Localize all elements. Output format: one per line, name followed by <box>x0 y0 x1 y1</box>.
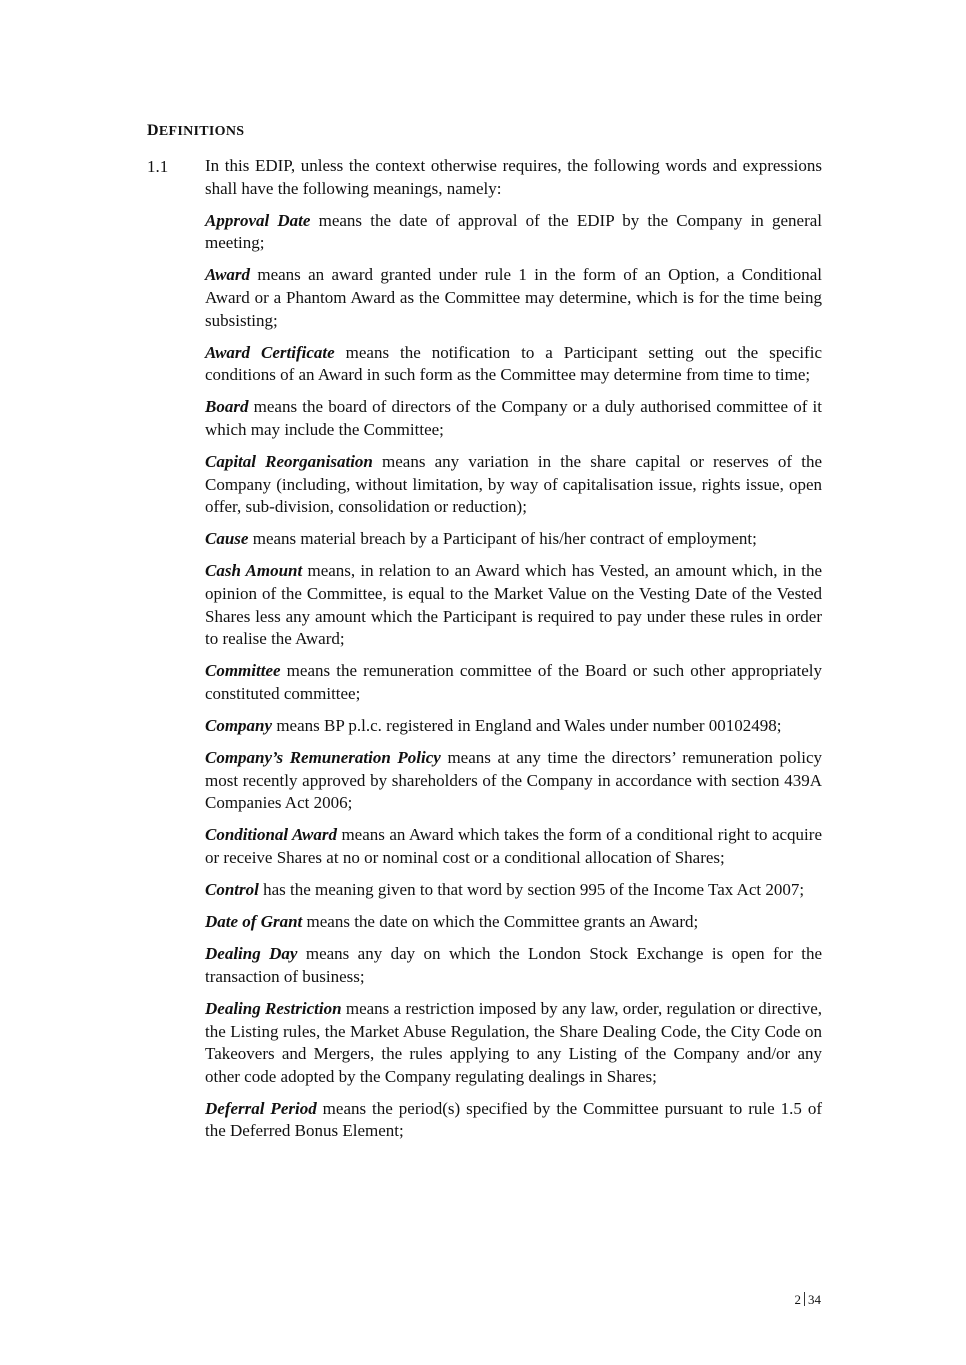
definition-item <box>205 396 822 441</box>
definition-text: means a restriction imposed by any law, order, regulation or directive, the Listing rules, the Market Abuse Regulation, the Share Dealing Code, the City Code on Takeovers and Mergers, the rules applying to any Listing of the Company and/or any other code adopted by the Company regulating dealings in Shares; <box>205 998 822 1086</box>
definition-text: means the date of approval of the EDIP by the Company in general meeting; <box>205 210 823 253</box>
definition-term: Company’s Remuneration Policy <box>205 748 441 768</box>
section-heading <box>147 122 244 140</box>
definition-item <box>205 911 822 934</box>
definition-term: Board <box>205 397 249 417</box>
definition-term: Dealing Day <box>205 944 298 964</box>
definition-item <box>205 528 822 551</box>
definition-item <box>205 660 822 705</box>
definition-text: means the period(s) specified by the Committee pursuant to rule 1.5 of the Deferred Bonus Element; <box>205 1098 822 1141</box>
definition-text: means the date on which the Committee grants an Award; <box>302 912 699 932</box>
definition-term: Conditional Award <box>205 825 337 845</box>
definition-item <box>205 451 822 519</box>
definition-term: Control <box>205 880 259 900</box>
definition-item <box>205 879 822 902</box>
definition-term: Date of Grant <box>205 912 303 932</box>
clause-body <box>205 155 822 1152</box>
definition-item <box>205 210 822 255</box>
definition-item <box>205 998 822 1088</box>
definition-text: means an Award which takes the form of a conditional right to acquire or receive Shares at no or nominal cost or a conditional allocation of Shares; <box>205 825 822 867</box>
definition-term: Award <box>205 265 251 285</box>
definition-term: Cash Amount <box>205 561 303 581</box>
definition-term: Capital Reorganisation <box>205 452 373 472</box>
definition-text: means the board of directors of the Company or a duly authorised committee of it which may include the Committee; <box>205 397 822 439</box>
definition-term: Company <box>205 715 273 735</box>
definition-item <box>205 342 822 387</box>
page-number <box>795 1292 822 1308</box>
definition-term: Cause <box>205 529 249 549</box>
page-separator <box>804 1292 805 1306</box>
clause-intro: In this EDIP, unless the context otherwise requires, the following words and expressions shall have the following meanings, namely: <box>205 156 822 198</box>
clause-number: 1.1 <box>147 157 169 176</box>
definition-item <box>205 747 822 815</box>
definition-text: means any day on which the London Stock Exchange is open for the transaction of business; <box>205 944 823 986</box>
page-total: 34 <box>808 1292 821 1307</box>
page-current: 2 <box>794 1292 801 1307</box>
definition-term: Dealing Restriction <box>205 998 342 1018</box>
definition-text: means material breach by a Participant of his/her contract of employment; <box>248 529 757 549</box>
section-heading-rest: EFINITIONS <box>158 124 245 139</box>
definition-term: Award Certificate <box>205 342 335 362</box>
definition-item <box>205 943 822 988</box>
definition-item <box>205 715 822 738</box>
definition-term: Deferral Period <box>205 1098 317 1118</box>
definition-text: has the meaning given to that word by section 995 of the Income Tax Act 2007; <box>258 880 805 900</box>
definition-item <box>205 824 822 869</box>
definition-item <box>205 560 822 650</box>
definition-text: means an award granted under rule 1 in the form of an Option, a Conditional Award or a Phantom Award as the Committee may determine, which is for the time being subsisting; <box>205 265 822 330</box>
definition-term: Committee <box>205 661 281 681</box>
definition-text: means any variation in the share capital or reserves of the Company (including, without limitation, by way of capitalisation issue, rights issue, open offer, sub-division, consolidation or reduction); <box>205 452 823 517</box>
definition-text: means at any time the directors’ remuneration policy most recently approved by shareholders of the Company in accordance with section 439A Companies Act 2006; <box>205 748 822 813</box>
definition-text: means, in relation to an Award which has Vested, an amount which, in the opinion of the Committee, is equal to the Market Value on the Vesting Date of the Vested Shares less any amount which the Participant is required to pay under these rules in order to realise the Award; <box>205 561 822 649</box>
definition-item <box>205 1098 822 1143</box>
definition-item <box>205 264 822 332</box>
definition-text: means the remuneration committee of the Board or such other appropriately constituted committee; <box>205 661 822 703</box>
section-heading-initial: D <box>147 122 159 139</box>
definition-text: means BP p.l.c. registered in England and Wales under number 00102498; <box>272 715 782 735</box>
definition-term: Approval Date <box>205 210 311 230</box>
definition-text: means the notification to a Participant setting out the specific conditions of an Award in such form as the Committee may determine from time to time; <box>205 342 822 385</box>
